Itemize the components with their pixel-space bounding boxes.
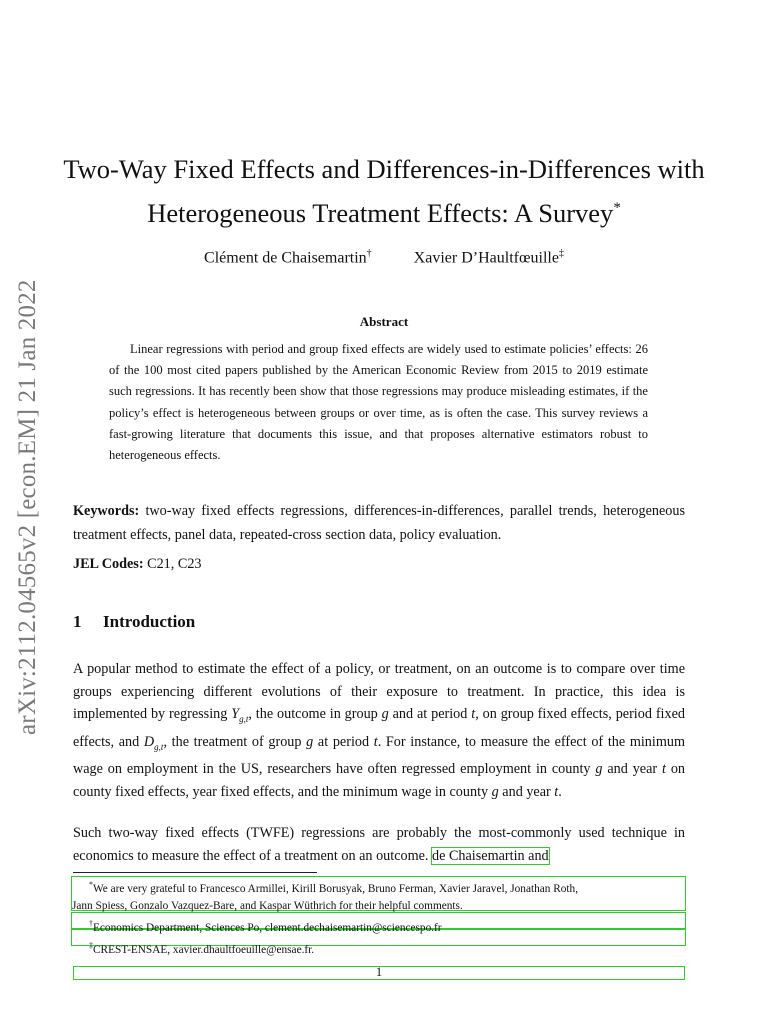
paper-title xyxy=(60,150,708,233)
citation-link[interactable]: de Chaisemartin and xyxy=(432,847,549,864)
author-2 xyxy=(414,248,564,267)
page-number[interactable]: 1 xyxy=(73,966,685,980)
author-1-name: Clément de Chaisemartin xyxy=(204,249,367,267)
var-Y-subscript: g,t xyxy=(239,714,249,725)
title-line-2-text: Heterogeneous Treatment Effects: A Survey xyxy=(147,197,614,228)
arxiv-identifier-stamp[interactable]: arXiv:2112.04565v2 [econ.EM] 21 Jan 2022 xyxy=(14,279,41,735)
var-g: g xyxy=(595,761,603,778)
footnote-1-continued: Jann Spiess, Gonzalo Vazquez-Bare, and Kaspar Wüthrich for their helpful comments. xyxy=(72,899,463,912)
footnote-1-mark: * xyxy=(89,880,93,889)
para1-text: at period xyxy=(313,733,374,750)
para1-text: . For instance, to measure the effect of the minimum wage on employment in the US, researchers have often regressed employment in county xyxy=(73,733,685,778)
footnote-3 xyxy=(73,937,685,959)
para1-text: , the outcome in group xyxy=(248,706,382,723)
var-D: D xyxy=(143,733,155,750)
var-t: t xyxy=(373,733,378,750)
para1-text: and year xyxy=(498,783,555,800)
intro-paragraph-1 xyxy=(73,658,685,803)
para1-text: on county fixed effects, year fixed effects, and the minimum wage in county xyxy=(73,761,686,800)
author-2-footnote-mark[interactable]: ‡ xyxy=(558,248,564,259)
para1-text: , the treatment of group xyxy=(163,733,307,750)
var-g: g xyxy=(306,733,314,750)
footnote-1 xyxy=(73,876,685,898)
footnote-3-mark: ‡ xyxy=(89,940,93,950)
intro-paragraph-2 xyxy=(73,822,685,867)
para2-text: Such two-way fixed effects (TWFE) regressions are probably the most-commonly used technique in economics to measure the effect of a treatment on an outcome. xyxy=(73,825,685,864)
footnote-2-mark: † xyxy=(89,918,93,928)
author-2-name: Xavier D’Haultfœuille xyxy=(413,249,559,267)
title-line-2 xyxy=(60,189,708,233)
jel-label: JEL Codes: xyxy=(73,556,144,572)
para1-text: , on group fixed effects, period fixed effects, and xyxy=(73,706,685,750)
footnotes xyxy=(73,876,685,958)
var-t: t xyxy=(661,761,666,778)
var-g: g xyxy=(381,706,389,723)
author-list xyxy=(60,248,708,267)
para1-text: A popular method to estimate the effect of a policy, or treatment, on an outcome is to compare over time groups experiencing different evolutions of their exposure to treatment. In practice, this idea is implemented by regressing xyxy=(73,661,685,723)
footnote-2 xyxy=(73,915,685,937)
footnote-3-text: CREST-ENSAE, xavier.dhaultfoeuille@ensae.fr. xyxy=(93,943,315,956)
abstract-heading: Abstract xyxy=(359,314,409,329)
title-line-1: Two-Way Fixed Effects and Differences-in-Differences with xyxy=(63,154,705,184)
jel-codes xyxy=(73,554,685,574)
var-g: g xyxy=(491,783,499,800)
var-D-subscript: g,t xyxy=(154,741,164,752)
section-title: Introduction xyxy=(103,612,196,631)
footnote-rule xyxy=(73,872,317,873)
title-footnote-mark[interactable]: * xyxy=(613,200,621,216)
keywords xyxy=(73,500,685,547)
section-heading-introduction xyxy=(73,612,195,632)
keywords-text: two-way fixed effects regressions, differences-in-differences, parallel trends, heterogeneous treatment effects, panel data, repeated-cross section data, policy evaluation. xyxy=(73,503,686,543)
para1-text: and year xyxy=(602,761,662,778)
footnote-1-text: We are very grateful to Francesco Armillei, Kirill Borusyak, Bruno Ferman, Xavier Jaravel, Jonathan Roth, xyxy=(93,882,579,895)
abstract-text: Linear regressions with period and group fixed effects are widely used to estimate policies’ effects: 26 of the 100 most cited papers published by the American Economic Review from 2015 to 2019 estimate such regressions. It has recently been show that those regressions may produce misleading estimates, if the policy’s effect is heterogeneous between groups or over time, as is often the case. This survey reviews a fast-growing literature that documents this issue, and that proposes alternative estimators robust to heterogeneous effects. xyxy=(109,342,648,463)
author-1-footnote-mark[interactable]: † xyxy=(366,248,372,259)
para1-text: . xyxy=(558,783,562,800)
jel-text: C21, C23 xyxy=(147,556,202,572)
keywords-label: Keywords: xyxy=(73,503,140,519)
var-t: t xyxy=(554,783,559,800)
footnote-2-text: Economics Department, Sciences Po, clement.dechaisemartin@sciencespo.fr xyxy=(93,921,442,934)
para1-text: and at period xyxy=(388,706,472,723)
author-1 xyxy=(204,248,372,267)
var-Y: Y xyxy=(231,706,240,723)
section-number: 1 xyxy=(73,612,82,631)
var-t: t xyxy=(471,706,476,723)
